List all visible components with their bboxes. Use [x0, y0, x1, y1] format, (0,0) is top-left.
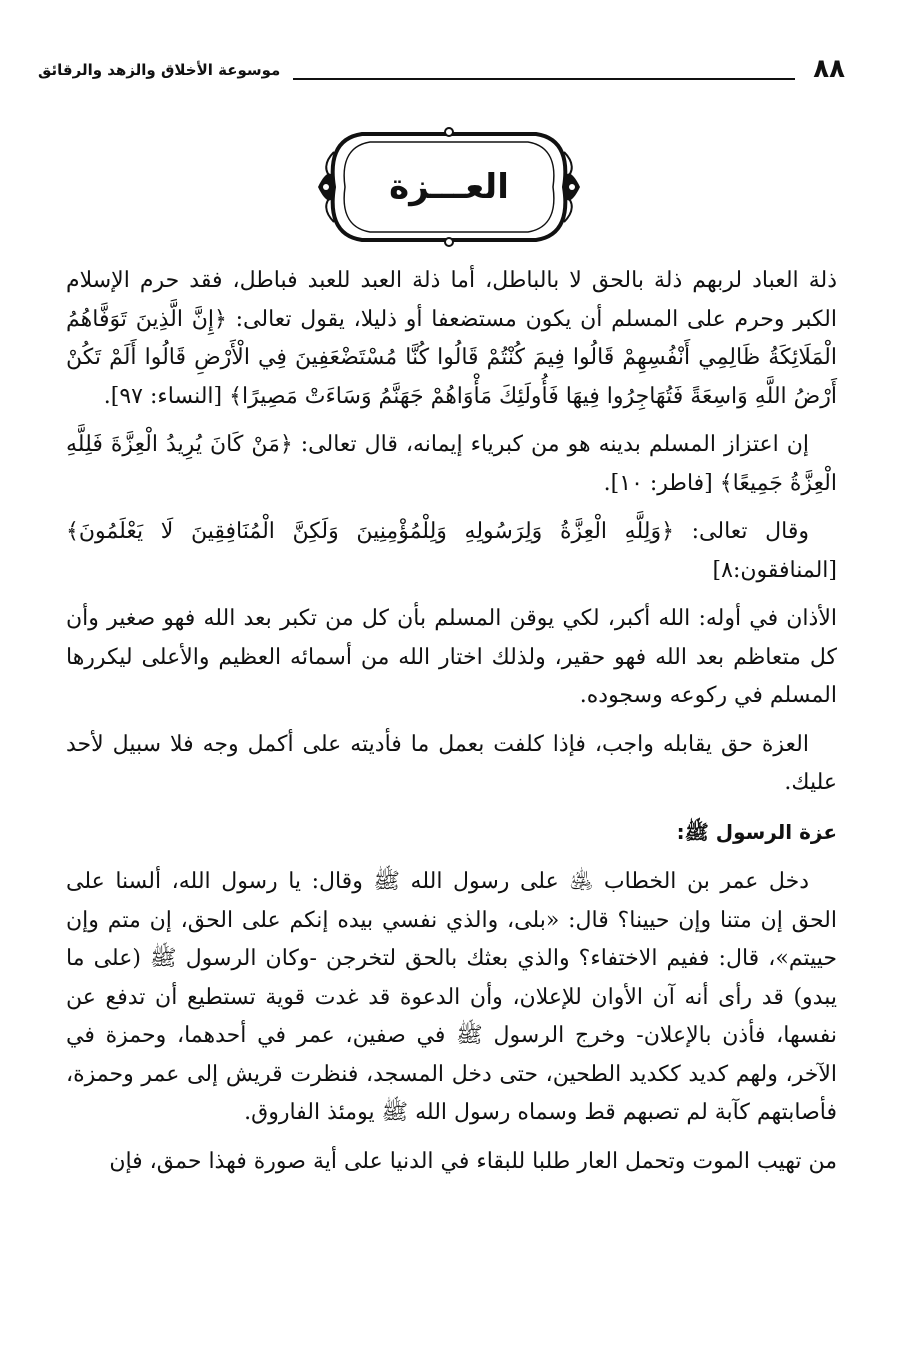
- paragraph: الأذان في أوله: الله أكبر، لكي يوقن المسلم بأن كل من تكبر بعد الله فهو صغير وأن كل متعاظم بعد الله فهو حقير، ولذلك اختار الله من أسمائه العظيم والأعلى ليكررها المسلم في ركوعه وسجوده.: [66, 606, 837, 708]
- book-title: موسوعة الأخلاق والزهد والرقائق: [38, 61, 281, 79]
- running-header: [38, 52, 845, 88]
- section-heading: عزة الرسول ﷺ:: [676, 819, 837, 844]
- paragraph: العزة حق يقابله واجب، فإذا كلفت بعمل ما فأديته على أكمل وجه فلا سبيل لأحد عليك.: [66, 731, 837, 795]
- page-number: ٨٨: [813, 54, 845, 84]
- paragraph: ذلة العباد لربهم ذلة بالحق لا بالباطل، أما ذلة العبد للعبد فباطل، فقد حرم الإسلام الكبر وحرم على المسلم أن يكون مستضعفا أو ذليلا، يقول تعالى: ﴿إِنَّ الَّذِينَ تَوَفَّاهُمُ الْمَلَائِكَةُ ظَالِمِي أَنْفُسِهِمْ قَالُوا فِيمَ كُنْتُمْ قَالُوا كُنَّا مُسْتَضْعَفِينَ فِي الْأَرْضِ قَالُوا أَلَمْ تَكُنْ أَرْضُ اللَّهِ وَاسِعَةً فَتُهَاجِرُوا فِيهَا فَأُولَئِكَ مَأْوَاهُمْ جَهَنَّمُ وَسَاءَتْ مَصِيرًا﴾ [النساء: ٩٧].: [66, 268, 837, 409]
- header-rule: [293, 78, 795, 80]
- paragraph: من تهيب الموت وتحمل العار طلبا للبقاء في الدنيا على أية صورة فهذا حمق، فإن: [109, 1148, 837, 1174]
- paragraph: وقال تعالى: ﴿وَلِلَّهِ الْعِزَّةُ وَلِرَسُولِهِ وَلِلْمُؤْمِنِينَ وَلَكِنَّ الْمُنَافِقِينَ لَا يَعْلَمُونَ﴾ [المنافقون:٨]: [66, 519, 837, 583]
- body-text: [66, 262, 837, 1191]
- paragraph: إن اعتزاز المسلم بدينه هو من كبرياء إيمانه، قال تعالى: ﴿مَنْ كَانَ يُرِيدُ الْعِزَّةَ فَلِلَّهِ الْعِزَّةُ جَمِيعًا﴾ [فاطر: ١٠].: [66, 432, 837, 496]
- chapter-title-frame: [312, 112, 586, 262]
- paragraph: دخل عمر بن الخطاب ﵁ على رسول الله ﷺ وقال: يا رسول الله، ألسنا على الحق إن متنا وإن حيينا؟ قال: «بلى، والذي نفسي بيده إنكم على الحق، إن متم وإن حييتم»، قال: ففيم الاختفاء؟ والذي بعثك بالحق لتخرجن -وكان الرسول ﷺ (على ما يبدو) قد رأى أنه آن الأوان للإعلان، وأن الدعوة قد غدت قوية تستطيع أن تدفع عن نفسها، فأذن بالإعلان- وخرج الرسول ﷺ في صفين، عمر في أحدهما، وحمزة في الآخر، ولهم كديد ككديد الطحين، حتى دخل المسجد، فنظرت قريش إلى عمر وحمزة، فأصابتهم كآبة لم تصبهم قط وسماه رسول الله ﷺ يومئذ الفاروق.: [66, 869, 837, 1125]
- chapter-title: العـــزة: [389, 167, 509, 207]
